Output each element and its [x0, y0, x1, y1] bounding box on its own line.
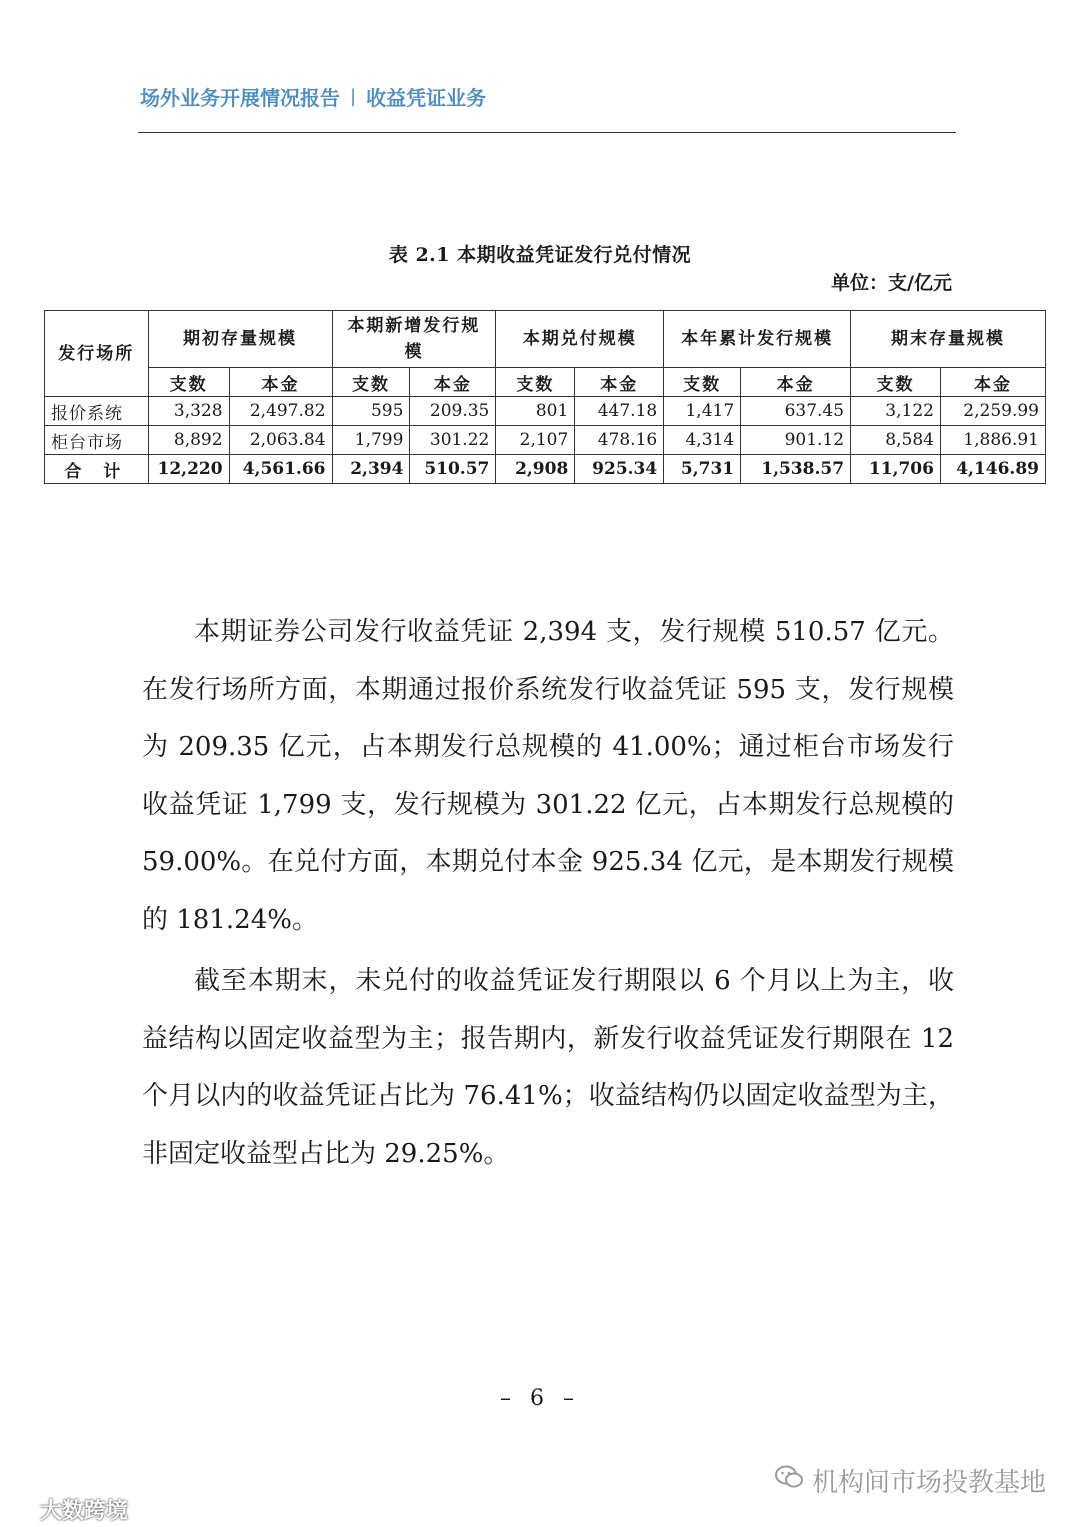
- running-header: [140, 82, 486, 111]
- table-row: [45, 426, 1046, 455]
- table-cell: 301.22: [410, 426, 496, 455]
- sub-header-principal: 本金: [575, 368, 664, 397]
- table-row: [45, 397, 1046, 426]
- watermark-text: 机构间市场投教基地: [811, 1468, 1046, 1498]
- sub-header-principal: 本金: [741, 368, 851, 397]
- table-cell: 478.16: [575, 426, 664, 455]
- body-text: [142, 604, 954, 1183]
- table-caption: 表 2.1 本期收益凭证发行兑付情况: [388, 244, 692, 266]
- section-title: 收益凭证业务: [366, 86, 487, 110]
- table-cell: 3,122: [851, 397, 941, 426]
- table-cell: 12,220: [148, 455, 229, 484]
- sub-header-count: 支数: [332, 368, 410, 397]
- table-subheader-row: [45, 368, 1046, 397]
- logo-icon: [10, 1497, 36, 1523]
- table-cell: 1,417: [664, 397, 741, 426]
- table-cell: 4,561.66: [229, 455, 332, 484]
- table-total-row: [45, 455, 1046, 484]
- table-unit: 单位：支/亿元: [831, 272, 952, 294]
- wechat-icon: [774, 1464, 804, 1497]
- issuance-table: [44, 310, 1046, 484]
- table-cell: 447.18: [575, 397, 664, 426]
- sub-header-count: 支数: [148, 368, 229, 397]
- group-header: 期末存量规模: [851, 311, 1046, 368]
- table-cell: 925.34: [575, 455, 664, 484]
- corner-watermark: [10, 1494, 128, 1525]
- row-label: 合 计: [45, 455, 149, 484]
- report-title: 场外业务开展情况报告: [140, 86, 340, 110]
- table-cell: 2,063.84: [229, 426, 332, 455]
- sub-header-principal: 本金: [229, 368, 332, 397]
- table-header-row: [45, 311, 1046, 368]
- watermark-text: 大数跨境: [40, 1499, 129, 1524]
- table-cell: 2,908: [496, 455, 575, 484]
- venue-header: 发行场所: [45, 311, 149, 397]
- table-cell: 595: [332, 397, 410, 426]
- sub-header-count: 支数: [851, 368, 941, 397]
- sub-header-principal: 本金: [940, 368, 1045, 397]
- table-cell: 2,497.82: [229, 397, 332, 426]
- table-cell: 801: [496, 397, 575, 426]
- paragraph: 本期证券公司发行收益凭证 2,394 支，发行规模 510.57 亿元。在发行场所方面，本期通过报价系统发行收益凭证 595 支，发行规模为 209.35 亿元，占本期发行总规模的 41.00%；通过柜台市场发行收益凭证 1,799 支，发行规模为 301.22 亿元，占本期发行总规模的 59.00%。在兑付方面，本期兑付本金 925.34 亿元，是本期发行规模的 181.24%。: [142, 617, 954, 935]
- group-header: 本年累计发行规模: [664, 311, 851, 368]
- table-cell: 637.45: [741, 397, 851, 426]
- group-header: 本期新增发行规模: [332, 311, 496, 368]
- sub-header-principal: 本金: [410, 368, 496, 397]
- table-cell: 3,328: [148, 397, 229, 426]
- table-cell: 2,259.99: [940, 397, 1045, 426]
- group-header: 期初存量规模: [148, 311, 332, 368]
- table-cell: 11,706: [851, 455, 941, 484]
- table-cell: 1,799: [332, 426, 410, 455]
- wechat-watermark: [774, 1462, 1046, 1499]
- page-number: – 6 –: [500, 1386, 580, 1411]
- header-separator: |: [350, 86, 357, 107]
- row-label: 柜台市场: [45, 426, 149, 455]
- table-cell: 2,107: [496, 426, 575, 455]
- table-cell: 2,394: [332, 455, 410, 484]
- table-cell: 8,584: [851, 426, 941, 455]
- sub-header-count: 支数: [496, 368, 575, 397]
- table-cell: 4,314: [664, 426, 741, 455]
- table-cell: 5,731: [664, 455, 741, 484]
- sub-header-count: 支数: [664, 368, 741, 397]
- table-cell: 901.12: [741, 426, 851, 455]
- row-label: 报价系统: [45, 397, 149, 426]
- paragraph: 截至本期末，未兑付的收益凭证发行期限以 6 个月以上为主，收益结构以固定收益型为主；报告期内，新发行收益凭证发行期限在 12 个月以内的收益凭证占比为 76.41%；收益结构仍以固定收益型为主，非固定收益型占比为 29.25%。: [142, 966, 954, 1169]
- header-rule: [138, 132, 956, 133]
- group-header: 本期兑付规模: [496, 311, 664, 368]
- table-cell: 1,538.57: [741, 455, 851, 484]
- table-cell: 1,886.91: [940, 426, 1045, 455]
- table-cell: 209.35: [410, 397, 496, 426]
- table-cell: 8,892: [148, 426, 229, 455]
- table-cell: 4,146.89: [940, 455, 1045, 484]
- table-cell: 510.57: [410, 455, 496, 484]
